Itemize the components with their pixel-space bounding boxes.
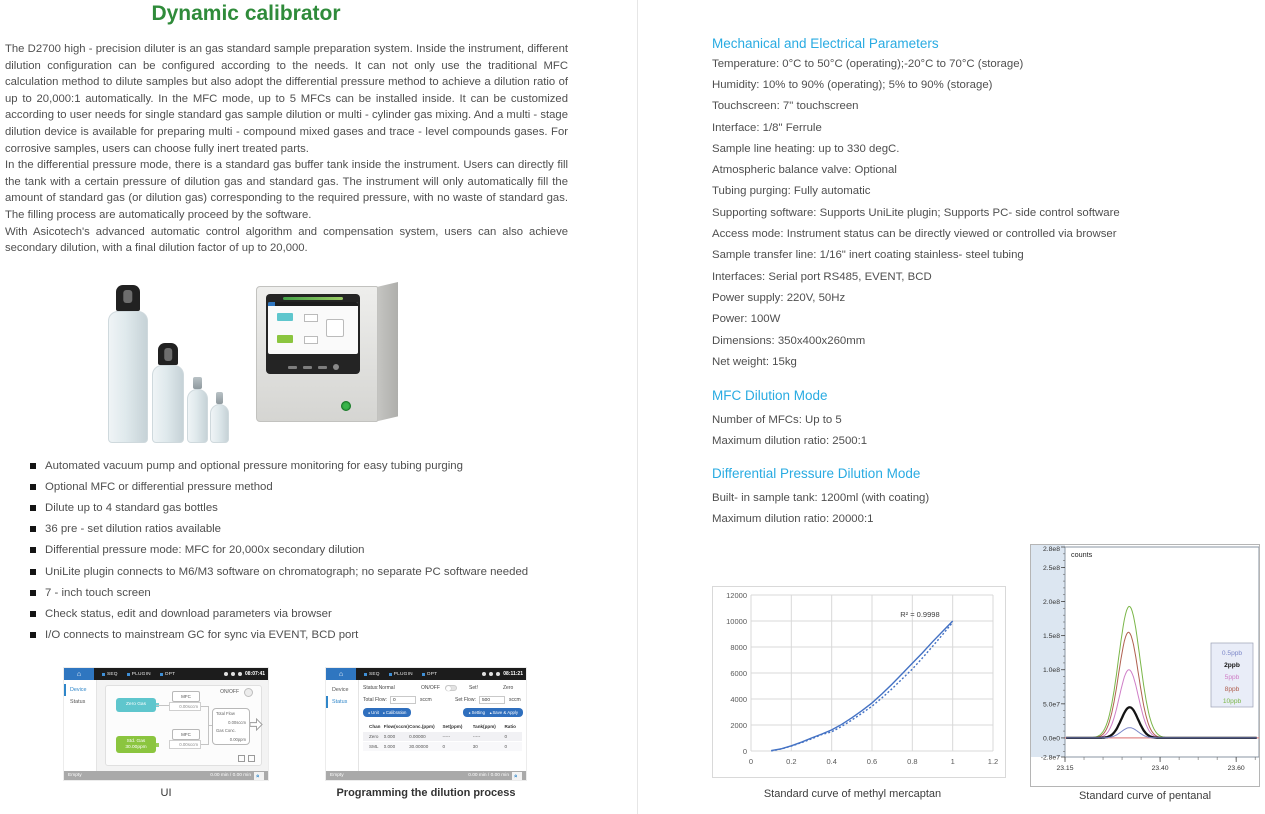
svg-text:1.2: 1.2 — [987, 757, 999, 766]
sidebar-item-status[interactable]: Status — [70, 699, 86, 705]
menu-seq[interactable]: SEQ — [364, 672, 380, 677]
menu-square-icon — [160, 673, 163, 676]
menu-square-icon — [389, 673, 392, 676]
feature-item — [30, 582, 595, 603]
screenshot-ui — [63, 667, 269, 781]
menu-square-icon — [127, 673, 130, 676]
svg-text:0.8: 0.8 — [907, 757, 918, 766]
mfc-box: MFC — [172, 729, 200, 740]
menu-plugin[interactable]: PLUGIN — [127, 672, 151, 677]
feature-item — [30, 455, 595, 476]
onoff-toggle[interactable] — [445, 685, 457, 691]
home-button[interactable] — [326, 668, 356, 680]
spec-line: Built- in sample tank: 1200ml (with coating) — [712, 491, 930, 504]
onoff-toggle[interactable] — [244, 688, 253, 697]
svg-text:23.60: 23.60 — [1227, 765, 1245, 772]
gas-cylinder-smallest — [210, 392, 229, 443]
home-icon: ⌂ — [76, 670, 82, 678]
heading-differential-mode: Differential Pressure Dilution Mode — [712, 466, 921, 481]
screenshot-programming — [325, 667, 527, 781]
power-button-icon — [341, 401, 351, 411]
mfc-spec-list — [712, 409, 1257, 452]
channel-table — [363, 722, 522, 751]
top-bar — [326, 668, 526, 680]
feature-text: UniLite plugin connects to M6/M3 software on chromatograph; no separate PC software needed — [45, 565, 529, 578]
square-bullet-icon — [30, 526, 36, 532]
home-button[interactable] — [64, 668, 94, 680]
mfc-box: MFC — [172, 691, 200, 702]
spec-line: Interface: 1/8" Ferrule — [712, 121, 822, 134]
feature-text: Dilute up to 4 standard gas bottles — [45, 501, 218, 514]
chart2-caption: Standard curve of pentanal — [1078, 790, 1212, 802]
mfc-flow-value: 0.00sccm — [169, 702, 201, 711]
svg-text:2.0e8: 2.0e8 — [1042, 599, 1060, 607]
unit-label: sccm — [509, 697, 521, 703]
svg-text:R² = 0.9998: R² = 0.9998 — [900, 610, 940, 620]
svg-text:0.5ppb: 0.5ppb — [1221, 650, 1243, 657]
svg-text:2.8e8: 2.8e8 — [1042, 546, 1060, 553]
differential-spec-list — [712, 487, 1257, 530]
svg-text:1: 1 — [950, 757, 955, 766]
table-header-cell: Tank(ppm) — [472, 724, 496, 729]
svg-text:10ppb: 10ppb — [1222, 698, 1242, 705]
cylinder-valve-icon — [216, 392, 224, 404]
chart1-caption: Standard curve of methyl mercaptan — [763, 788, 942, 800]
feature-text: I/O connects to mainstream GC for sync via EVENT, BCD port — [45, 629, 359, 642]
user-icon[interactable] — [489, 672, 493, 676]
intro-paragraph: In the differential pressure mode, there is a standard gas buffer tank inside the instrument. Users can directly fill the tank with a certain pressure of dilution gas and standard gas. The instrument will only automatically fill the amount of standard gas (or dilution gas) corresponding to the required pressure, with no waste of standard gas. The filling process are automatically proceed by the software. — [5, 159, 568, 221]
spec-line: Atmospheric balance valve: Optional — [712, 164, 897, 177]
set-flow-input[interactable]: 500 — [479, 696, 505, 704]
cylinder-cap-icon — [158, 343, 178, 365]
fullscreen-icon — [248, 755, 255, 762]
svg-text:2.5e8: 2.5e8 — [1042, 564, 1060, 572]
status-right: 0.00 min / 0.00 min — [210, 773, 251, 778]
flow-arrow-icon — [250, 718, 263, 731]
sidebar-item-device[interactable]: Device — [64, 684, 96, 696]
set-value: Zero — [503, 685, 514, 691]
svg-text:0: 0 — [742, 747, 747, 756]
spec-line: Interfaces: Serial port RS485, EVENT, BCD — [712, 270, 932, 283]
spec-line: Humidity: 10% to 90% (operating); 5% to 90% (storage) — [712, 78, 993, 91]
menu-square-icon — [422, 673, 425, 676]
spec-line: Net weight: 15kg — [712, 355, 797, 368]
menu-plugin[interactable]: PLUGIN — [389, 672, 413, 677]
svg-text:2000: 2000 — [730, 721, 747, 730]
feature-item — [30, 476, 595, 497]
sidebar — [64, 680, 97, 771]
feature-item — [30, 561, 595, 582]
gas-cylinder-small — [187, 377, 208, 443]
std-gas-box[interactable]: Std. Gas 30.00ppm — [116, 736, 156, 753]
gas-cylinder-medium — [152, 343, 184, 443]
instrument-touchscreen — [266, 294, 360, 374]
square-bullet-icon — [30, 463, 36, 469]
feature-text: 36 pre - set dilution ratios available — [45, 523, 222, 536]
setting-save-button[interactable]: ● Setting ▲ Save & Apply — [463, 708, 523, 717]
menu-opt[interactable]: OPT — [422, 672, 437, 677]
status-bar — [326, 771, 526, 780]
table-header-cell: Set(ppm) — [442, 724, 463, 729]
onoff-label: ON/OFF — [220, 689, 239, 695]
cylinder-cap-icon — [116, 285, 141, 311]
feature-item — [30, 497, 595, 518]
feature-text: Differential pressure mode: MFC for 20,000x secondary dilution — [45, 544, 365, 557]
user-icon[interactable] — [231, 672, 235, 676]
svg-text:4000: 4000 — [730, 695, 747, 704]
totals-box: Total Flow 0.00sccm Gas Conc. 0.00ppm — [212, 708, 250, 745]
menu-square-icon — [102, 673, 105, 676]
heading-mfc-mode: MFC Dilution Mode — [712, 388, 828, 403]
methyl-mercaptan-chart — [712, 586, 1006, 778]
intro-text — [5, 41, 568, 257]
menu-seq[interactable]: SEQ — [102, 672, 118, 677]
settings-icon[interactable] — [482, 672, 486, 676]
svg-text:8000: 8000 — [730, 643, 747, 652]
spec-line: Access mode: Instrument status can be directly viewed or controlled via browser — [712, 228, 1117, 241]
svg-text:0.2: 0.2 — [786, 757, 797, 766]
spec-line: Temperature: 0°C to 50°C (operating);-20°C to 70°C (storage) — [712, 57, 1024, 70]
square-bullet-icon — [30, 547, 36, 553]
svg-text:5.0e7: 5.0e7 — [1042, 701, 1060, 709]
sidebar-item-device[interactable]: Device — [332, 687, 349, 693]
svg-text:10000: 10000 — [726, 617, 747, 626]
spec-line: Maximum dilution ratio: 20000:1 — [712, 512, 874, 525]
unit-calibration-button[interactable]: ● Unit ● Calibration — [363, 708, 411, 717]
svg-text:counts: counts — [1071, 550, 1093, 559]
status-bar — [64, 771, 268, 780]
mfc-flow-value: 0.00sccm — [169, 740, 201, 749]
table-header-cell: Chan — [369, 724, 381, 729]
spec-line: Sample transfer line: 1/16" inert coating stainless- steel tubing — [712, 249, 1024, 262]
expand-chevron-icon[interactable]: » — [512, 772, 522, 780]
spec-line: Supporting software: Supports UniLite plugin; Supports PC- side control software — [712, 206, 1120, 219]
flow-diagram-panel — [105, 685, 262, 766]
panel-corner-icons[interactable] — [238, 755, 255, 762]
feature-item — [30, 603, 595, 624]
svg-text:23.40: 23.40 — [1151, 765, 1169, 772]
svg-text:23.15: 23.15 — [1056, 765, 1074, 772]
pentanal-chromatogram — [1030, 544, 1260, 787]
spec-line: Touchscreen: 7" touchscreen — [712, 100, 859, 113]
gas-cylinder-large — [108, 285, 148, 443]
svg-text:6000: 6000 — [730, 669, 747, 678]
page-divider — [637, 0, 638, 814]
status-left: Empty — [68, 773, 82, 778]
svg-text:5ppb: 5ppb — [1224, 674, 1240, 681]
spec-line: Maximum dilution ratio: 2500:1 — [712, 434, 868, 447]
feature-list — [30, 455, 595, 646]
home-icon: ⌂ — [338, 670, 344, 678]
top-bar — [64, 668, 268, 680]
feature-text: Check status, edit and download parameters via browser — [45, 607, 332, 620]
feature-text: Automated vacuum pump and optional pressure monitoring for easy tubing purging — [45, 459, 463, 472]
screenshot-programming-caption: Programming the dilution process — [336, 787, 516, 799]
feature-item — [30, 625, 595, 646]
spec-line: Number of MFCs: Up to 5 — [712, 413, 842, 426]
spec-line: Power supply: 220V, 50Hz — [712, 291, 846, 304]
feature-text: 7 - inch touch screen — [45, 586, 151, 599]
sidebar-item-status[interactable]: Status — [326, 696, 358, 708]
status-field: Status:Normal — [363, 685, 395, 691]
set-label: Set! — [469, 685, 478, 691]
sidebar — [326, 680, 359, 771]
spec-line: Sample line heating: up to 330 degC. — [712, 142, 900, 155]
intro-paragraph: With Asicotech's advanced automatic control algorithm and compensation system, users can also achieve secondary dilution, with a final dilution factor of up to 20,000. — [5, 225, 568, 255]
expand-chevron-icon[interactable]: » — [254, 772, 264, 780]
status-left: Empty — [330, 773, 344, 778]
svg-text:2ppb: 2ppb — [1224, 662, 1240, 669]
clock-text: 08:11:21 — [503, 671, 523, 677]
spec-line: Dimensions: 350x400x260mm — [712, 334, 866, 347]
table-header — [363, 722, 522, 731]
cylinder-valve-icon — [193, 377, 202, 389]
svg-text:12000: 12000 — [726, 591, 747, 600]
gas-cylinders-image — [100, 282, 232, 445]
heading-mechanical: Mechanical and Electrical Parameters — [712, 36, 939, 51]
svg-text:1.0e8: 1.0e8 — [1042, 667, 1060, 675]
square-bullet-icon — [30, 611, 36, 617]
menu-opt[interactable]: OPT — [160, 672, 175, 677]
square-bullet-icon — [30, 484, 36, 490]
clock-text: 08:07:41 — [244, 671, 265, 677]
svg-text:0.0e0: 0.0e0 — [1042, 735, 1060, 743]
settings-icon[interactable] — [224, 672, 228, 676]
spec-line: Power: 100W — [712, 313, 781, 326]
notification-icon[interactable] — [496, 672, 500, 676]
table-header-cell: Flow(sccm) — [383, 724, 409, 729]
page-title: Dynamic calibrator — [151, 2, 341, 25]
svg-text:0.4: 0.4 — [826, 757, 837, 766]
status-right: 0.00 min / 0.00 min — [468, 773, 509, 778]
feature-text: Optional MFC or differential pressure method — [45, 480, 273, 493]
screenshot-ui-caption: UI — [160, 787, 172, 799]
svg-text:0: 0 — [748, 757, 754, 766]
unit-label: sccm — [420, 697, 432, 703]
minimize-icon — [238, 755, 245, 762]
total-flow-label: Total Flow: — [363, 697, 387, 703]
feature-item — [30, 540, 595, 561]
square-bullet-icon — [30, 569, 36, 575]
feature-item — [30, 519, 595, 540]
svg-text:0.6: 0.6 — [866, 757, 878, 766]
set-flow-label: Set Flow: — [455, 697, 476, 703]
intro-paragraph: The D2700 high - precision diluter is an gas standard sample preparation system. Inside the instrument, different dilution configuration can be configured according to the needs. It can not only use the traditional MFC calculation method to dilute samples but also adopt the differential pressure method to achieve a dilution ratio of up to 20,000:1 automatically. In the MFC mode, up to 5 MFCs can be installed inside. It can be customized according to user needs for single standard gas sample dilution or multi - cylinder gas mixing. And a multi - stage dilution device is available for preparing multi - compound mixed gases and trace - level compounds gases. For corrosive samples, users can choose fully inert treated parts. — [5, 43, 568, 155]
notification-icon[interactable] — [238, 672, 242, 676]
square-bullet-icon — [30, 632, 36, 638]
table-row[interactable]: Zero 0.000 0.00000 ----- ----- 0 — [363, 732, 522, 741]
svg-text:-2.8e7: -2.8e7 — [1040, 754, 1060, 762]
square-bullet-icon — [30, 505, 36, 511]
square-bullet-icon — [30, 590, 36, 596]
total-flow-input[interactable]: 0 — [390, 696, 416, 704]
svg-text:1.5e8: 1.5e8 — [1042, 633, 1060, 641]
mechanical-spec-list — [712, 53, 1257, 372]
table-body — [363, 732, 522, 751]
diluter-instrument-image — [256, 282, 398, 422]
onoff-label: ON/OFF — [421, 685, 440, 691]
spec-line: Tubing purging: Fully automatic — [712, 185, 871, 198]
table-header-cell: Ratio — [504, 724, 516, 729]
svg-text:8ppb: 8ppb — [1224, 686, 1240, 693]
table-row[interactable]: SML 0.000 30.00000 0 30 0 — [363, 742, 522, 751]
table-header-cell: Conc.(ppm) — [409, 724, 435, 729]
menu-square-icon — [364, 673, 367, 676]
zero-gas-box[interactable]: Zero Gas — [116, 698, 156, 712]
